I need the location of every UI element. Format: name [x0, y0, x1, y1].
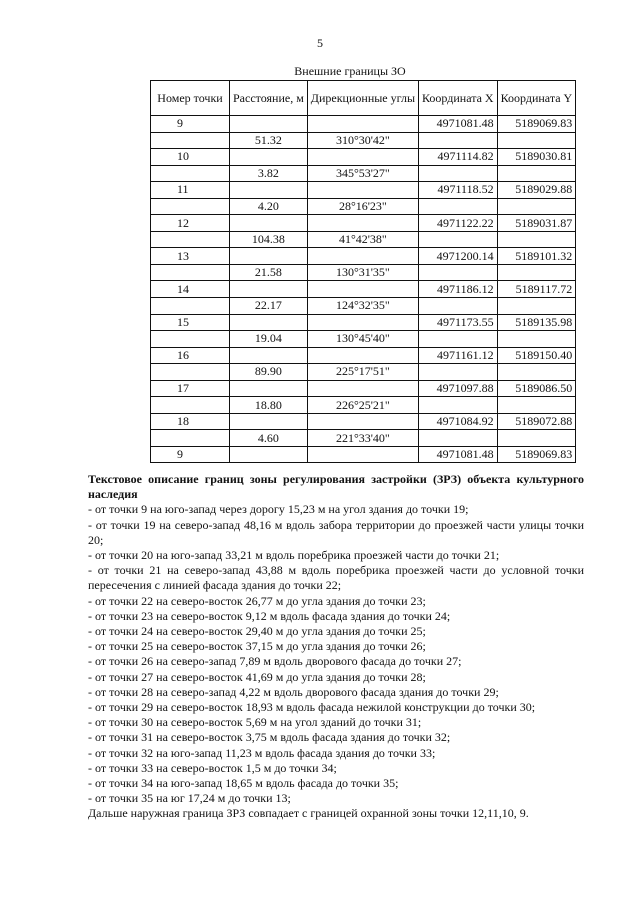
empty-cell: [230, 413, 308, 430]
description-line: - от точки 35 на юг 17,24 м до точки 13;: [88, 791, 291, 806]
segment-direction: 221°33'40": [307, 430, 418, 447]
empty-cell: [497, 298, 576, 315]
coordinates-table: [150, 80, 576, 463]
point-row: [151, 281, 576, 298]
segment-direction: 130°45'40": [307, 331, 418, 348]
empty-cell: [497, 331, 576, 348]
empty-cell: [151, 430, 230, 447]
header-distance: Расстояние, м: [230, 81, 308, 116]
coord-y: 5189101.32: [497, 248, 576, 265]
description-line: - от точки 26 на северо-запад 7,89 м вдоль дворового фасада до точки 27;: [88, 654, 462, 669]
empty-cell: [230, 347, 308, 364]
empty-cell: [419, 430, 498, 447]
segment-row: [151, 231, 576, 248]
header-coord-x: Координата X: [419, 81, 498, 116]
coord-x: 4971114.82: [419, 149, 498, 166]
description-line: - от точки 27 на северо-восток 41,69 м до угла здания до точки 28;: [88, 669, 426, 684]
coord-x: 4971081.48: [419, 116, 498, 133]
coord-x: 4971173.55: [419, 314, 498, 331]
header-point-number: Номер точки: [151, 81, 230, 116]
segment-direction: 41°42'38": [307, 231, 418, 248]
point-number: 17: [151, 380, 230, 397]
segment-row: [151, 132, 576, 149]
table-header-row: [151, 81, 576, 116]
segment-direction: 310°30'42": [307, 132, 418, 149]
point-number: 12: [151, 215, 230, 232]
segment-distance: 3.82: [230, 165, 308, 182]
description-line: - от точки 29 на северо-восток 18,93 м вдоль фасада нежилой конструкции до точки 30;: [88, 700, 536, 715]
empty-cell: [230, 248, 308, 265]
point-number: 9: [151, 446, 230, 463]
segment-distance: 89.90: [230, 364, 308, 381]
empty-cell: [151, 364, 230, 381]
segment-direction: 28°16'23": [307, 198, 418, 215]
point-row: [151, 149, 576, 166]
empty-cell: [307, 347, 418, 364]
coord-x: 4971097.88: [419, 380, 498, 397]
point-row: [151, 347, 576, 364]
segment-row: [151, 397, 576, 414]
empty-cell: [497, 198, 576, 215]
empty-cell: [230, 380, 308, 397]
point-row: [151, 380, 576, 397]
empty-cell: [307, 281, 418, 298]
description-line: - от точки 31 на северо-восток 3,75 м вдоль фасада здания до точки 32;: [88, 730, 451, 745]
header-coord-y: Координата Y: [497, 81, 576, 116]
table-body: [151, 116, 576, 463]
page-number: 5: [317, 36, 323, 50]
segment-distance: 18.80: [230, 397, 308, 414]
point-row: [151, 314, 576, 331]
boundary-description: [88, 472, 584, 822]
segment-direction: 345°53'27": [307, 165, 418, 182]
coord-y: 5189072.88: [497, 413, 576, 430]
empty-cell: [151, 132, 230, 149]
empty-cell: [151, 165, 230, 182]
coord-x: 4971161.12: [419, 347, 498, 364]
empty-cell: [230, 314, 308, 331]
empty-cell: [307, 215, 418, 232]
empty-cell: [307, 413, 418, 430]
coord-x: 4971084.92: [419, 413, 498, 430]
segment-distance: 22.17: [230, 298, 308, 315]
description-line: - от точки 21 на северо-запад 43,88 м вдоль поребрика проезжей части до условной точки пересечения с линией фасада здания до точки 22;: [88, 563, 584, 593]
description-line: - от точки 22 на северо-восток 26,77 м до угла здания до точки 23;: [88, 593, 426, 608]
empty-cell: [307, 116, 418, 133]
segment-distance: 104.38: [230, 231, 308, 248]
description-line: - от точки 34 на юго-запад 18,65 м вдоль фасада до точки 35;: [88, 776, 399, 791]
point-row: [151, 116, 576, 133]
segment-direction: 226°25'21": [307, 397, 418, 414]
description-line: - от точки 32 на юго-запад 11,23 м вдоль фасада здания до точки 33;: [88, 745, 436, 760]
empty-cell: [497, 165, 576, 182]
segment-distance: 21.58: [230, 264, 308, 281]
empty-cell: [151, 298, 230, 315]
description-line: - от точки 28 на северо-запад 4,22 м вдоль дворового фасада здания до точки 29;: [88, 684, 499, 699]
segment-row: [151, 264, 576, 281]
empty-cell: [419, 231, 498, 248]
empty-cell: [419, 264, 498, 281]
segment-distance: 4.20: [230, 198, 308, 215]
empty-cell: [151, 198, 230, 215]
coord-y: 5189150.40: [497, 347, 576, 364]
description-heading: Текстовое описание границ зоны регулирования застройки (ЗРЗ) объекта культурного наследия: [88, 472, 584, 502]
point-number: 18: [151, 413, 230, 430]
coord-x: 4971118.52: [419, 182, 498, 199]
description-line: - от точки 25 на северо-восток 37,15 м до угла здания до точки 26;: [88, 639, 426, 654]
empty-cell: [307, 149, 418, 166]
empty-cell: [497, 264, 576, 281]
point-number: 9: [151, 116, 230, 133]
point-number: 11: [151, 182, 230, 199]
description-line: - от точки 33 на северо-восток 1,5 м до точки 34;: [88, 760, 337, 775]
description-line: - от точки 9 на юго-запад через дорогу 15,23 м на угол здания до точки 19;: [88, 502, 469, 517]
empty-cell: [230, 149, 308, 166]
segment-row: [151, 198, 576, 215]
description-line: - от точки 24 на северо-восток 29,40 м до угла здания до точки 25;: [88, 624, 426, 639]
coord-y: 5189030.81: [497, 149, 576, 166]
empty-cell: [230, 116, 308, 133]
empty-cell: [230, 446, 308, 463]
segment-row: [151, 331, 576, 348]
empty-cell: [307, 446, 418, 463]
empty-cell: [497, 397, 576, 414]
empty-cell: [419, 364, 498, 381]
point-number: 10: [151, 149, 230, 166]
segment-direction: 225°17'51": [307, 364, 418, 381]
empty-cell: [151, 264, 230, 281]
coord-y: 5189069.83: [497, 116, 576, 133]
description-line: Дальше наружная граница ЗРЗ совпадает с границей охранной зоны точки 12,11,10, 9.: [88, 806, 529, 821]
point-row: [151, 446, 576, 463]
empty-cell: [497, 132, 576, 149]
description-line: - от точки 19 на северо-запад 48,16 м вдоль забора территории до проезжей части улицы точки 20;: [88, 517, 584, 547]
empty-cell: [419, 198, 498, 215]
segment-distance: 19.04: [230, 331, 308, 348]
empty-cell: [419, 298, 498, 315]
description-line: - от точки 30 на северо-восток 5,69 м на угол зданий до точки 31;: [88, 715, 422, 730]
empty-cell: [497, 364, 576, 381]
point-row: [151, 413, 576, 430]
empty-cell: [497, 430, 576, 447]
point-number: 13: [151, 248, 230, 265]
segment-direction: 124°32'35": [307, 298, 418, 315]
point-row: [151, 215, 576, 232]
coord-x: 4971200.14: [419, 248, 498, 265]
coord-x: 4971081.48: [419, 446, 498, 463]
header-direction: Дирекционные углы: [307, 81, 418, 116]
point-row: [151, 248, 576, 265]
empty-cell: [497, 231, 576, 248]
coord-y: 5189086.50: [497, 380, 576, 397]
point-number: 15: [151, 314, 230, 331]
coord-y: 5189031.87: [497, 215, 576, 232]
coord-y: 5189135.98: [497, 314, 576, 331]
point-number: 16: [151, 347, 230, 364]
coord-x: 4971186.12: [419, 281, 498, 298]
empty-cell: [419, 165, 498, 182]
coord-y: 5189029.88: [497, 182, 576, 199]
coord-y: 5189069.83: [497, 446, 576, 463]
segment-row: [151, 298, 576, 315]
segment-distance: 4.60: [230, 430, 308, 447]
point-row: [151, 182, 576, 199]
empty-cell: [230, 215, 308, 232]
coord-y: 5189117.72: [497, 281, 576, 298]
description-lines: [88, 502, 584, 821]
table-caption: Внешние границы ЗО: [294, 64, 406, 78]
segment-row: [151, 430, 576, 447]
description-line: - от точки 23 на северо-восток 9,12 м вдоль фасада здания до точки 24;: [88, 608, 451, 623]
empty-cell: [419, 132, 498, 149]
empty-cell: [151, 231, 230, 248]
empty-cell: [307, 182, 418, 199]
description-line: - от точки 20 на юго-запад 33,21 м вдоль поребрика проезжей части до точки 21;: [88, 548, 500, 563]
empty-cell: [151, 331, 230, 348]
empty-cell: [419, 331, 498, 348]
segment-row: [151, 165, 576, 182]
empty-cell: [151, 397, 230, 414]
segment-row: [151, 364, 576, 381]
empty-cell: [307, 314, 418, 331]
empty-cell: [230, 182, 308, 199]
empty-cell: [230, 281, 308, 298]
segment-distance: 51.32: [230, 132, 308, 149]
empty-cell: [307, 380, 418, 397]
point-number: 14: [151, 281, 230, 298]
empty-cell: [307, 248, 418, 265]
coord-x: 4971122.22: [419, 215, 498, 232]
segment-direction: 130°31'35": [307, 264, 418, 281]
empty-cell: [419, 397, 498, 414]
